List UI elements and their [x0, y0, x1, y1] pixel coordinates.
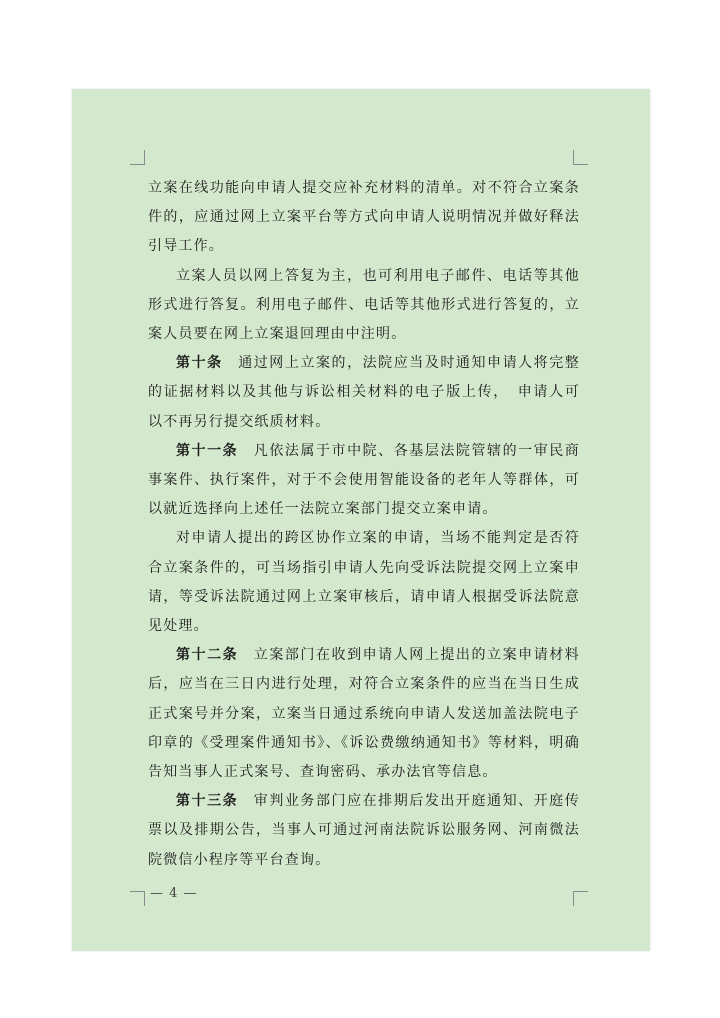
paragraph-text: 立案在线功能向申请人提交应补充材料的清单。对不符合立案条件的，应通过网上立案平台等方式向申请人说明情况并做好释法引导工作。	[148, 180, 580, 255]
article-heading: 第十二条	[176, 647, 239, 664]
article-11	[148, 437, 580, 525]
page-number: — 4 —	[150, 886, 198, 901]
article-heading: 第十三条	[176, 793, 239, 810]
article-text: 通过网上立案的，法院应当及时通知申请人将完整的证据材料以及其他与诉讼相关材料的电子版上传， 申请人可以不再另行提交纸质材料。	[148, 355, 580, 430]
article-13	[148, 787, 580, 875]
crop-mark-bottom-right	[573, 891, 588, 906]
article-10	[148, 349, 580, 437]
crop-mark-bottom-left	[130, 891, 145, 906]
paragraph-text: 立案人员以网上答复为主，也可利用电子邮件、电话等其他形式进行答复。利用电子邮件、电话等其他形式进行答复的，立案人员要在网上立案退回理由中注明。	[148, 267, 580, 343]
document-body	[148, 174, 580, 875]
paragraph-continuation	[148, 174, 580, 262]
crop-mark-top-left	[130, 150, 145, 165]
article-12	[148, 641, 580, 787]
article-text: 审判业务部门应在排期后发出开庭通知、开庭传票以及排期公告，当事人可通过河南法院诉讼服务网、河南微法院微信小程序等平台查询。	[148, 793, 580, 868]
paragraph-reply-method	[148, 262, 580, 350]
article-text: 立案部门在收到申请人网上提出的立案申请材料后，应当在三日内进行处理，对符合立案条件的应当在当日生成正式案号并分案，立案当日通过系统向申请人发送加盖法院电子印章的《受理案件通知书》、《诉讼费缴纳通知书》等材料，明确告知当事人正式案号、查询密码、承办法官等信息。	[148, 647, 580, 781]
article-text: 凡依法属于市中院、各基层法院管辖的一审民商事案件、执行案件，对于不会使用智能设备的老年人等群体，可以就近选择向上述任一法院立案部门提交立案申请。	[148, 442, 580, 518]
paragraph-text: 对申请人提出的跨区协作立案的申请，当场不能判定是否符合立案条件的，可当场指引申请人先向受诉法院提交网上立案申请，等受诉法院通过网上立案审核后，请申请人根据受诉法院意见处理。	[148, 530, 580, 635]
article-heading: 第十条	[176, 355, 223, 372]
crop-mark-top-right	[573, 150, 588, 165]
paragraph-cross-region	[148, 524, 580, 641]
article-heading: 第十一条	[176, 442, 239, 459]
